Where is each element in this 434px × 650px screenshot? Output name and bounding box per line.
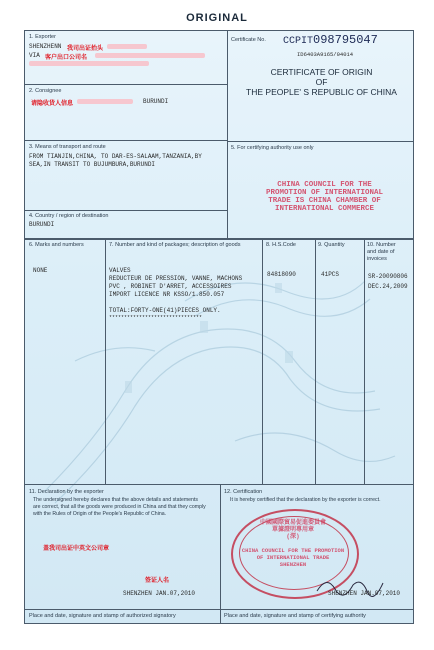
declaration-line: with the Rules of Origin of the People's Republic of China. [33,511,167,517]
transport-label: 3. Means of transport and route [29,144,106,150]
transport-line2: SEA,IN TRANSIT TO BUJUMBURA,BURUNDI [29,161,156,168]
certification-label: 12. Certification [224,489,263,495]
cert-prefix: CCPIT [283,36,314,47]
seal-en-line: CHINA COUNCIL FOR THE PROMOTION [241,547,345,554]
seal-cn-line: (深) [286,533,300,540]
desc-line: PVC , ROBINET D'ARRET, ACCESSOIRES [109,283,232,290]
consignee-country: BURUNDI [143,98,169,105]
exporter-footer: Place and date, signature and stamp of authorized signatory [29,613,176,619]
destination-label: 4. Country / region of destination [29,213,109,219]
destination-value: BURUNDI [29,221,55,228]
seal-cn-line: 單據證明專用章 [271,526,314,533]
quantity: 41PCS [321,271,340,278]
certifier-place-date: SHENZHEN JAN.07,2010 [328,590,401,597]
redacted-block [77,99,133,104]
col-invoice-label [367,242,396,263]
stamp-line: INTERNATIONAL COMMERCE [274,205,375,213]
col-divider [105,239,106,485]
title-line1: CERTIFICATE OF ORIGIN [270,67,373,77]
desc-line: VALVES [109,267,131,274]
document-heading: ORIGINAL [186,12,248,24]
invoice-date: DEC.24,2009 [368,283,408,290]
col-invoice-line: invoices [367,256,387,262]
exporter-line2-note: 客户出口公司名 [45,55,88,61]
seal-en-line: SHENZHEN [279,561,307,568]
seal-cn-line: 中國國際貿易促進委員會 [259,519,326,526]
row-divider [25,609,414,610]
row-divider [25,239,414,240]
ccpit-stamp [237,181,412,213]
exporter-place-date: SHENZHEN JAN.07,2010 [123,590,196,597]
col-marks-label: 6. Marks and numbers [29,242,84,248]
cert-no-label: Certificate No. [231,37,266,43]
col-invoice-line: and date of [367,249,395,255]
col-desc-label: 7. Number and kind of packages; description of goods [109,242,241,248]
col-qty-label: 9. Quantity [318,242,345,248]
desc-line: REDUCTEUR DE PRESSION, VANNE, MACHONS [109,275,243,282]
col-divider [364,239,365,485]
col-divider [262,239,263,485]
stamp-line: CHINA COUNCIL FOR THE [277,181,372,189]
goods-description [109,267,242,299]
title-line2: OF [315,77,328,87]
goods-total: TOTAL:FORTY-ONE(41)PIECES ONLY. [109,307,221,314]
certificate-form [24,30,414,624]
signatory-note: 签证人名 [145,578,170,584]
consignee-label: 2. Consignee [29,88,62,94]
title-line3: THE PEOPLE' S REPUBLIC OF CHINA [246,87,397,97]
company-stamp-note: 盖我司出证中英文公司章 [43,546,110,552]
col-divider [220,485,221,624]
transport-line1: FROM TIANJIN,CHINA, TO DAR-ES-SALAAM,TANZANIA,BY [29,153,202,160]
seal-english [241,547,345,568]
exporter-line1: SHENZHENN [29,43,62,50]
declaration-label: 11. Declaration by the exporter [29,489,104,495]
col-invoice-line: 10. Number [367,242,396,248]
redacted-block [29,61,149,66]
col-divider [315,239,316,485]
transport-box [25,141,228,211]
marks-value: NONE [33,267,48,274]
consignee-note: 请隐收货人信息 [31,101,74,107]
redacted-block [95,53,205,58]
exporter-line2: VIA [29,52,40,59]
desc-line: IMPORT LICENCE NR KSSO/1.850.057 [109,291,225,298]
certificate-title [228,67,414,97]
declaration-line: The undersigned hereby declares that the above details and statements [33,497,198,503]
invoice-number: SR-20090806 [368,273,408,280]
exporter-line1-note: 我司出证抬头 [67,46,104,52]
seal-en-line: OF INTERNATIONAL TRADE [256,554,330,561]
certification-text: It is hereby certified that the declaration by the exporter is correct. [230,497,381,503]
declaration-line: are correct, that all the goods were produced in China and that they comply [33,504,206,510]
cert-number [283,33,378,47]
exporter-label: 1. Exporter [29,34,56,40]
stamp-line: TRADE IS CHINA CHAMBER OF [268,197,381,205]
stamp-line: PROMOTION OF INTERNATIONAL [265,189,384,197]
col-hs-label: 8. H.S.Code [266,242,296,248]
certifier-footer: Place and date, signature and stamp of certifying authority [224,613,366,619]
redacted-block [107,44,147,49]
declaration-text [33,497,206,518]
cert-digits: 098795047 [313,33,378,47]
seal-chinese [241,519,345,540]
goods-stars: ******************************* [109,315,203,321]
hs-code: 84818090 [267,271,296,278]
authority-label: 5. For certifying authority use only [231,145,314,151]
cert-ref: ID6403A9165/04014 [297,51,354,58]
